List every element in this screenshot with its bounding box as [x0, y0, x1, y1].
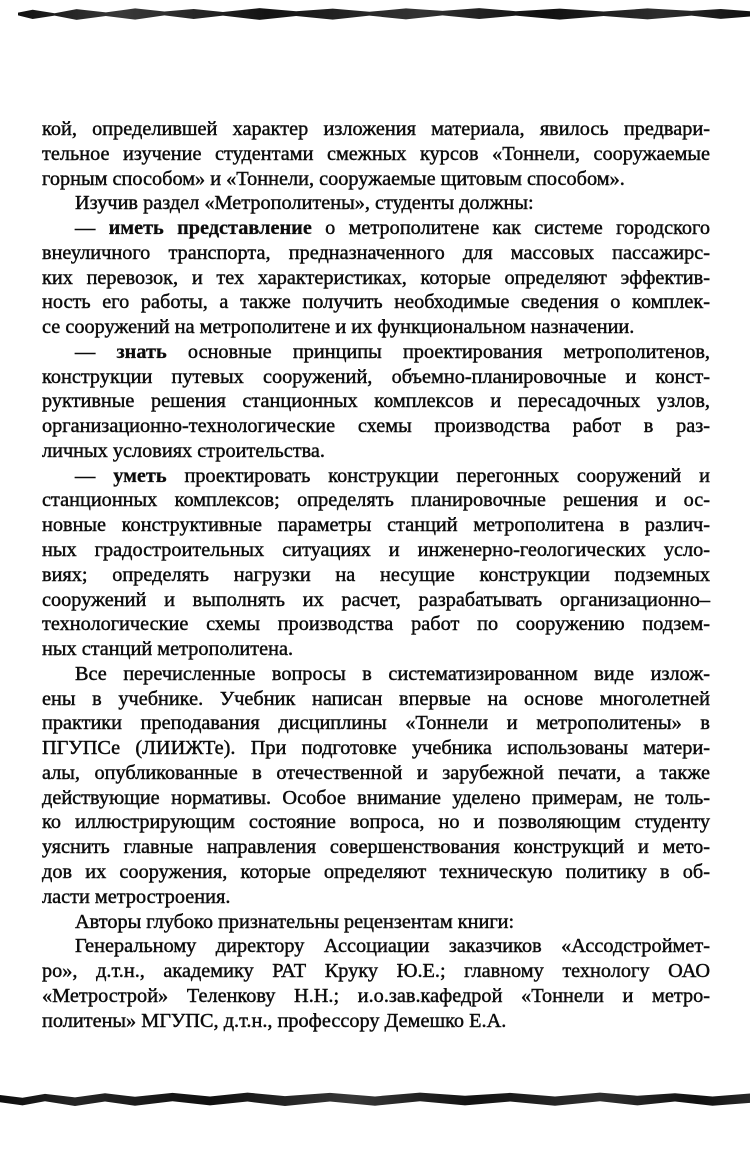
text-line — [42, 241, 710, 266]
text-run: Изучив раздел «Метрополитены», студенты должны: — [75, 192, 534, 215]
text-line — [42, 414, 710, 439]
text-run: се сооружений на метрополитене и их функциональном назначении. — [42, 316, 635, 339]
text-run: уяснить главные направления совершенствования конструкций и мето- — [42, 836, 710, 859]
text-run: Авторы глубоко признательны рецензентам книги: — [75, 910, 515, 933]
text-line — [42, 117, 710, 142]
text-run: внеуличного транспорта, предназначенного для массовых пассажирс- — [42, 241, 710, 264]
text-line — [42, 191, 710, 216]
text-line — [42, 464, 710, 489]
text-run: политены» МГУПС, д.т.н., профессору Демешко Е.А. — [42, 1009, 507, 1032]
text-run: станционных комплексов; определять планировочные решения и ос- — [42, 489, 710, 512]
text-run: практики преподавания дисциплины «Тоннели и метрополитены» в — [42, 712, 710, 735]
text-line — [42, 216, 710, 241]
text-run: виях; определять нагрузки на несущие конструкции подземных — [42, 563, 710, 586]
text-line — [42, 934, 710, 959]
text-run: личных условиях строительства. — [42, 439, 325, 462]
text-line — [42, 365, 710, 390]
text-run: технологические схемы производства работ по сооружению подзем- — [42, 613, 710, 636]
text-line — [42, 439, 710, 464]
text-run: алы, опубликованные в отечественной и зарубежной печати, а также — [42, 761, 710, 784]
text-line — [42, 835, 710, 860]
text-run: — — [75, 217, 109, 240]
text-line — [42, 810, 710, 835]
text-line — [42, 910, 710, 935]
text-run: дов их сооружения, которые определяют техническую политику в об- — [42, 860, 710, 883]
text-line — [42, 315, 710, 340]
text-line — [42, 588, 710, 613]
text-line — [42, 786, 710, 811]
scan-artifact-top-band — [18, 7, 750, 21]
text-line — [42, 687, 710, 712]
text-line — [42, 761, 710, 786]
text-run: проектировать конструкции перегонных сооружений и — [166, 464, 710, 487]
text-line — [42, 563, 710, 588]
text-line — [42, 266, 710, 291]
text-run: действующие нормативы. Особое внимание уделено примерам, не толь- — [42, 786, 710, 809]
text-line — [42, 959, 710, 984]
page-text-block — [42, 117, 710, 1033]
text-run: — — [75, 340, 117, 363]
text-run: организационно-технологические схемы производства работ в раз- — [42, 415, 710, 438]
text-run: ких перевозок, и тех характеристиках, которые определяют эффектив- — [42, 266, 710, 289]
text-run: тельное изучение студентами смежных курсов «Тоннели, сооружаемые — [42, 142, 710, 165]
bold-term: иметь представление — [108, 217, 312, 240]
text-line — [42, 142, 710, 167]
text-line — [42, 513, 710, 538]
text-run: ных градостроительных ситуациях и инженерно-геологических усло- — [42, 539, 710, 562]
text-run: — — [75, 464, 114, 487]
text-line — [42, 389, 710, 414]
text-run: ко иллюстрирующим состояние вопроса, но и позволяющим студенту — [42, 811, 710, 834]
text-line — [42, 662, 710, 687]
text-run: ПГУПСе (ЛИИЖТе). При подготовке учебника использованы матери- — [42, 737, 710, 760]
text-run: ро», д.т.н., академику РАТ Круку Ю.Е.; главному технологу ОАО — [42, 960, 710, 983]
text-run: ность его работы, а также получить необходимые сведения о комплек- — [42, 291, 710, 314]
text-line — [42, 984, 710, 1009]
text-run: ласти метростроения. — [42, 885, 231, 908]
text-run: конструкции путевых сооружений, объемно-планировочные и конст- — [42, 365, 710, 388]
text-run: ены в учебнике. Учебник написан впервые на основе многолетней — [42, 687, 710, 710]
text-line — [42, 488, 710, 513]
text-line — [42, 290, 710, 315]
text-line — [42, 538, 710, 563]
text-run: ных станций метрополитена. — [42, 638, 294, 661]
scan-artifact-bottom-band — [0, 1091, 750, 1107]
bold-term: знать — [116, 340, 167, 363]
text-line — [42, 340, 710, 365]
text-line — [42, 711, 710, 736]
text-line — [42, 612, 710, 637]
text-run: Все перечисленные вопросы в систематизированном виде излож- — [75, 662, 710, 685]
text-run: руктивные решения станционных комплексов и пересадочных узлов, — [42, 390, 710, 413]
text-run: о метрополитене как системе городского — [311, 217, 710, 240]
text-run: Генеральному директору Ассоциации заказчиков «Ассодстроймет- — [75, 935, 710, 958]
text-line — [42, 167, 710, 192]
text-run: кой, определившей характер изложения материала, явилось предвари- — [42, 118, 710, 140]
text-line — [42, 637, 710, 662]
text-run: сооружений и выполнять их расчет, разрабатывать организационно– — [42, 588, 710, 611]
text-run: горным способом» и «Тоннели, сооружаемые щитовым способом». — [42, 167, 625, 190]
text-line — [42, 736, 710, 761]
text-run: «Метрострой» Теленкову Н.Н.; и.о.зав.кафедрой «Тоннели и метро- — [42, 984, 710, 1007]
text-line — [42, 860, 710, 885]
bold-term: уметь — [113, 464, 167, 487]
text-run: новные конструктивные параметры станций метрополитена в различ- — [42, 514, 710, 537]
text-run: основные принципы проектирования метрополитенов, — [166, 340, 710, 363]
text-line — [42, 1009, 710, 1034]
text-line — [42, 885, 710, 910]
